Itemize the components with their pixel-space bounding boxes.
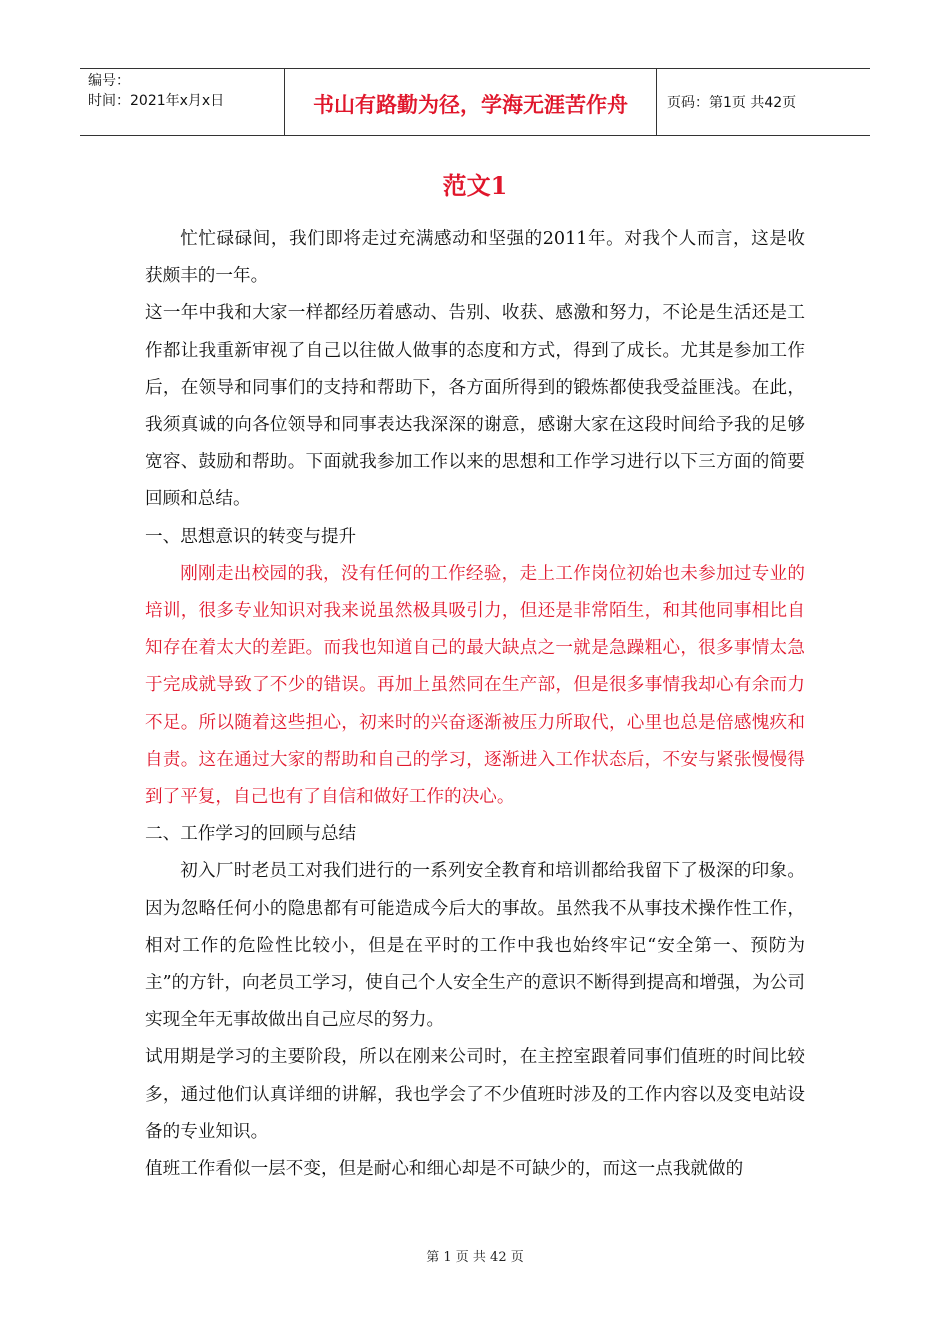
paragraph-probation: 试用期是学习的主要阶段，所以在刚来公司时，在主控室跟着同事们值班的时间比较多，通过他们认真详细的讲解，我也学会了不少值班时涉及的工作内容以及变电站设备的专业知识。 [145, 1047, 805, 1142]
header-page-info: 页码：第1页 共42页 [667, 95, 797, 111]
paragraph-duty: 值班工作看似一层不变，但是耐心和细心却是不可缺少的，而这一点我就做的 [145, 1159, 744, 1180]
page-header [80, 68, 870, 136]
paragraph-reflection: 这一年中我和大家一样都经历着感动、告别、收获、感激和努力，不论是生活还是工作都让我重新审视了自己以往做人做事的态度和方式，得到了成长。尤其是参加工作后，在领导和同事们的支持和帮助下，各方面所得到的锻炼都使我受益匪浅。在此，我须真诚的向各位领导和同事表达我深深的谢意，感谢大家在这段时间给予我的足够宽容、鼓励和帮助。下面就我参加工作以来的思想和工作学习进行以下三方面的简要回顾和总结。 [145, 303, 805, 510]
section-heading-2: 二、工作学习的回顾与总结 [145, 824, 357, 845]
document-number-label: 编号： [88, 73, 130, 89]
paragraph-safety: 初入厂时老员工对我们进行的一系列安全教育和培训都给我留下了极深的印象。因为忽略任何小的隐患都有可能造成今后大的事故。虽然我不从事技术操作性工作，相对工作的危险性比较小，但是在平时的工作中我也始终牢记“安全第一、预防为主”的方针，向老员工学习，使自己个人安全生产的意识不断得到提高和增强，为公司实现全年无事故做出自己应尽的努力。 [145, 861, 805, 1031]
document-title: 范文1 [442, 171, 508, 200]
document-date: 时间：2021年x月x日 [88, 93, 225, 109]
document-body [145, 221, 805, 1188]
page-footer: 第 1 页 共 42 页 [426, 1250, 524, 1265]
paragraph-intro: 忙忙碌碌间，我们即将走过充满感动和坚强的2011年。对我个人而言，这是收获颇丰的一年。 [145, 229, 805, 287]
paragraph-highlighted: 刚刚走出校园的我，没有任何的工作经验，走上工作岗位初始也未参加过专业的培训，很多专业知识对我来说虽然极具吸引力，但还是非常陌生，和其他同事相比自知存在着太大的差距。而我也知道自己的最大缺点之一就是急躁粗心，很多事情太急于完成就导致了不少的错误。再加上虽然同在生产部，但是很多事情我却心有余而力不足。所以随着这些担心，初来时的兴奋逐渐被压力所取代，心里也总是倍感愧疚和自责。这在通过大家的帮助和自己的学习，逐渐进入工作状态后，不安与紧张慢慢得到了平复，自己也有了自信和做好工作的决心。 [145, 563, 805, 808]
header-motto: 书山有路勤为径，学海无涯苦作舟 [284, 69, 657, 135]
header-meta [80, 69, 284, 135]
section-heading-1: 一、思想意识的转变与提升 [145, 526, 357, 547]
